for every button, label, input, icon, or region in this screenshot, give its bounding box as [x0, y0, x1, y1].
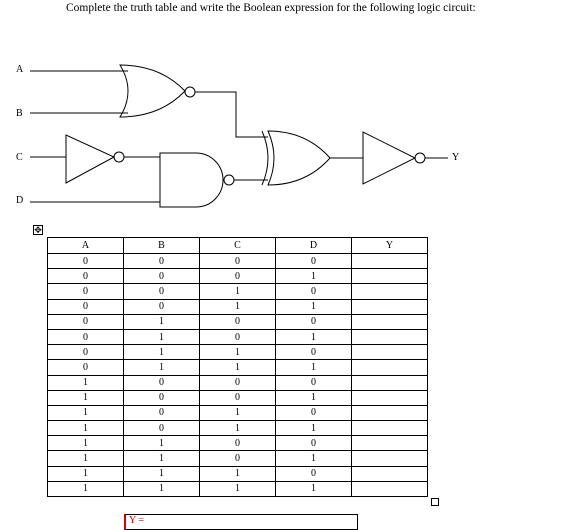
table-cell: 0 — [276, 254, 352, 269]
y-output-cell[interactable] — [352, 421, 428, 436]
table-cell: 0 — [200, 329, 276, 344]
table-cell: 1 — [48, 405, 124, 420]
table-cell: 0 — [276, 284, 352, 299]
table-cell: 0 — [276, 405, 352, 420]
table-cell: 0 — [200, 314, 276, 329]
table-cell: 1 — [200, 299, 276, 314]
table-cell: 1 — [276, 329, 352, 344]
y-output-cell[interactable] — [352, 284, 428, 299]
table-cell: 1 — [124, 451, 200, 466]
table-cell: 0 — [48, 314, 124, 329]
table-cell: 0 — [48, 345, 124, 360]
y-output-cell[interactable] — [352, 375, 428, 390]
table-row — [48, 360, 428, 375]
table-cell: 0 — [48, 269, 124, 284]
table-cell: 1 — [276, 299, 352, 314]
table-cell: 1 — [124, 436, 200, 451]
table-row — [48, 481, 428, 496]
table-cell: 1 — [200, 345, 276, 360]
table-cell: 0 — [276, 375, 352, 390]
table-row — [48, 421, 428, 436]
table-cell: 0 — [48, 254, 124, 269]
y-output-cell[interactable] — [352, 269, 428, 284]
table-cell: 1 — [276, 269, 352, 284]
input-label-a: A — [16, 64, 24, 75]
table-cell: 1 — [48, 390, 124, 405]
output-label-y: Y — [452, 152, 460, 163]
table-header-row — [48, 238, 428, 254]
table-cell: 0 — [200, 269, 276, 284]
nor-gate — [120, 65, 195, 117]
table-cell: 1 — [200, 466, 276, 481]
table-cell: 1 — [48, 421, 124, 436]
column-header-y: Y — [352, 238, 428, 254]
table-cell: 1 — [276, 390, 352, 405]
instructions: Complete the truth table and write the Boolean expression for the following logic circuit: — [66, 2, 476, 14]
table-cell: 0 — [124, 284, 200, 299]
y-output-cell[interactable] — [352, 466, 428, 481]
y-output-cell[interactable] — [352, 254, 428, 269]
table-cell: 1 — [48, 375, 124, 390]
table-row — [48, 375, 428, 390]
y-output-cell[interactable] — [352, 451, 428, 466]
y-output-cell[interactable] — [352, 299, 428, 314]
y-output-cell[interactable] — [352, 436, 428, 451]
column-header-a: A — [48, 238, 124, 254]
table-cell: 1 — [200, 421, 276, 436]
table-row — [48, 269, 428, 284]
column-header-b: B — [124, 238, 200, 254]
y-output-cell[interactable] — [352, 314, 428, 329]
table-cell: 0 — [124, 390, 200, 405]
table-cell: 0 — [200, 436, 276, 451]
table-row — [48, 436, 428, 451]
table-cell: 1 — [124, 329, 200, 344]
table-cell: 0 — [276, 466, 352, 481]
table-row — [48, 345, 428, 360]
y-output-cell[interactable] — [352, 481, 428, 496]
table-cell: 0 — [48, 299, 124, 314]
input-label-d: D — [16, 195, 24, 206]
table-cell: 1 — [124, 360, 200, 375]
table-cell: 1 — [124, 481, 200, 496]
table-cell: 1 — [124, 466, 200, 481]
table-cell: 0 — [200, 254, 276, 269]
table-cell: 1 — [276, 481, 352, 496]
table-move-handle-icon[interactable]: ✥ — [34, 226, 42, 236]
table-cell: 1 — [48, 466, 124, 481]
input-label-b: B — [16, 108, 23, 119]
y-output-cell[interactable] — [352, 329, 428, 344]
table-cell: 0 — [48, 284, 124, 299]
table-cell: 0 — [124, 405, 200, 420]
table-row — [48, 390, 428, 405]
y-output-cell[interactable] — [352, 345, 428, 360]
table-cell: 0 — [124, 375, 200, 390]
table-cell: 0 — [200, 390, 276, 405]
table-resize-handle[interactable] — [431, 498, 439, 506]
answer-field[interactable] — [124, 514, 358, 530]
nand-gate — [160, 153, 234, 207]
table-cell: 1 — [124, 345, 200, 360]
table-row — [48, 284, 428, 299]
column-header-c: C — [200, 238, 276, 254]
table-cell: 1 — [124, 314, 200, 329]
table-cell: 1 — [200, 481, 276, 496]
table-row — [48, 329, 428, 344]
table-cell: 0 — [276, 436, 352, 451]
table-cell: 0 — [276, 345, 352, 360]
answer-label: Y = — [129, 515, 144, 526]
table-cell: 0 — [276, 314, 352, 329]
table-cell: 1 — [200, 405, 276, 420]
table-cell: 0 — [124, 299, 200, 314]
table-cell: 0 — [124, 269, 200, 284]
table-row — [48, 451, 428, 466]
input-label-c: C — [16, 152, 23, 163]
table-cell: 0 — [48, 329, 124, 344]
table-row — [48, 405, 428, 420]
table-row — [48, 254, 428, 269]
y-output-cell[interactable] — [352, 390, 428, 405]
truth-table — [47, 237, 428, 497]
table-cell: 0 — [124, 254, 200, 269]
table-cell: 1 — [200, 360, 276, 375]
table-cell: 1 — [48, 481, 124, 496]
table-row — [48, 314, 428, 329]
table-cell: 0 — [200, 375, 276, 390]
table-cell: 1 — [276, 360, 352, 375]
table-cell: 1 — [48, 436, 124, 451]
y-output-cell[interactable] — [352, 360, 428, 375]
column-header-d: D — [276, 238, 352, 254]
table-row — [48, 299, 428, 314]
table-cell: 1 — [200, 284, 276, 299]
table-cell: 1 — [276, 421, 352, 436]
table-cell: 1 — [276, 451, 352, 466]
table-row — [48, 466, 428, 481]
table-cell: 0 — [200, 451, 276, 466]
not-gate-output — [363, 132, 425, 184]
xor-gate — [262, 131, 330, 185]
y-output-cell[interactable] — [352, 405, 428, 420]
not-gate-c — [66, 135, 124, 183]
table-cell: 0 — [124, 421, 200, 436]
table-cell: 1 — [48, 451, 124, 466]
table-cell: 0 — [48, 360, 124, 375]
logic-circuit-diagram — [0, 0, 576, 226]
